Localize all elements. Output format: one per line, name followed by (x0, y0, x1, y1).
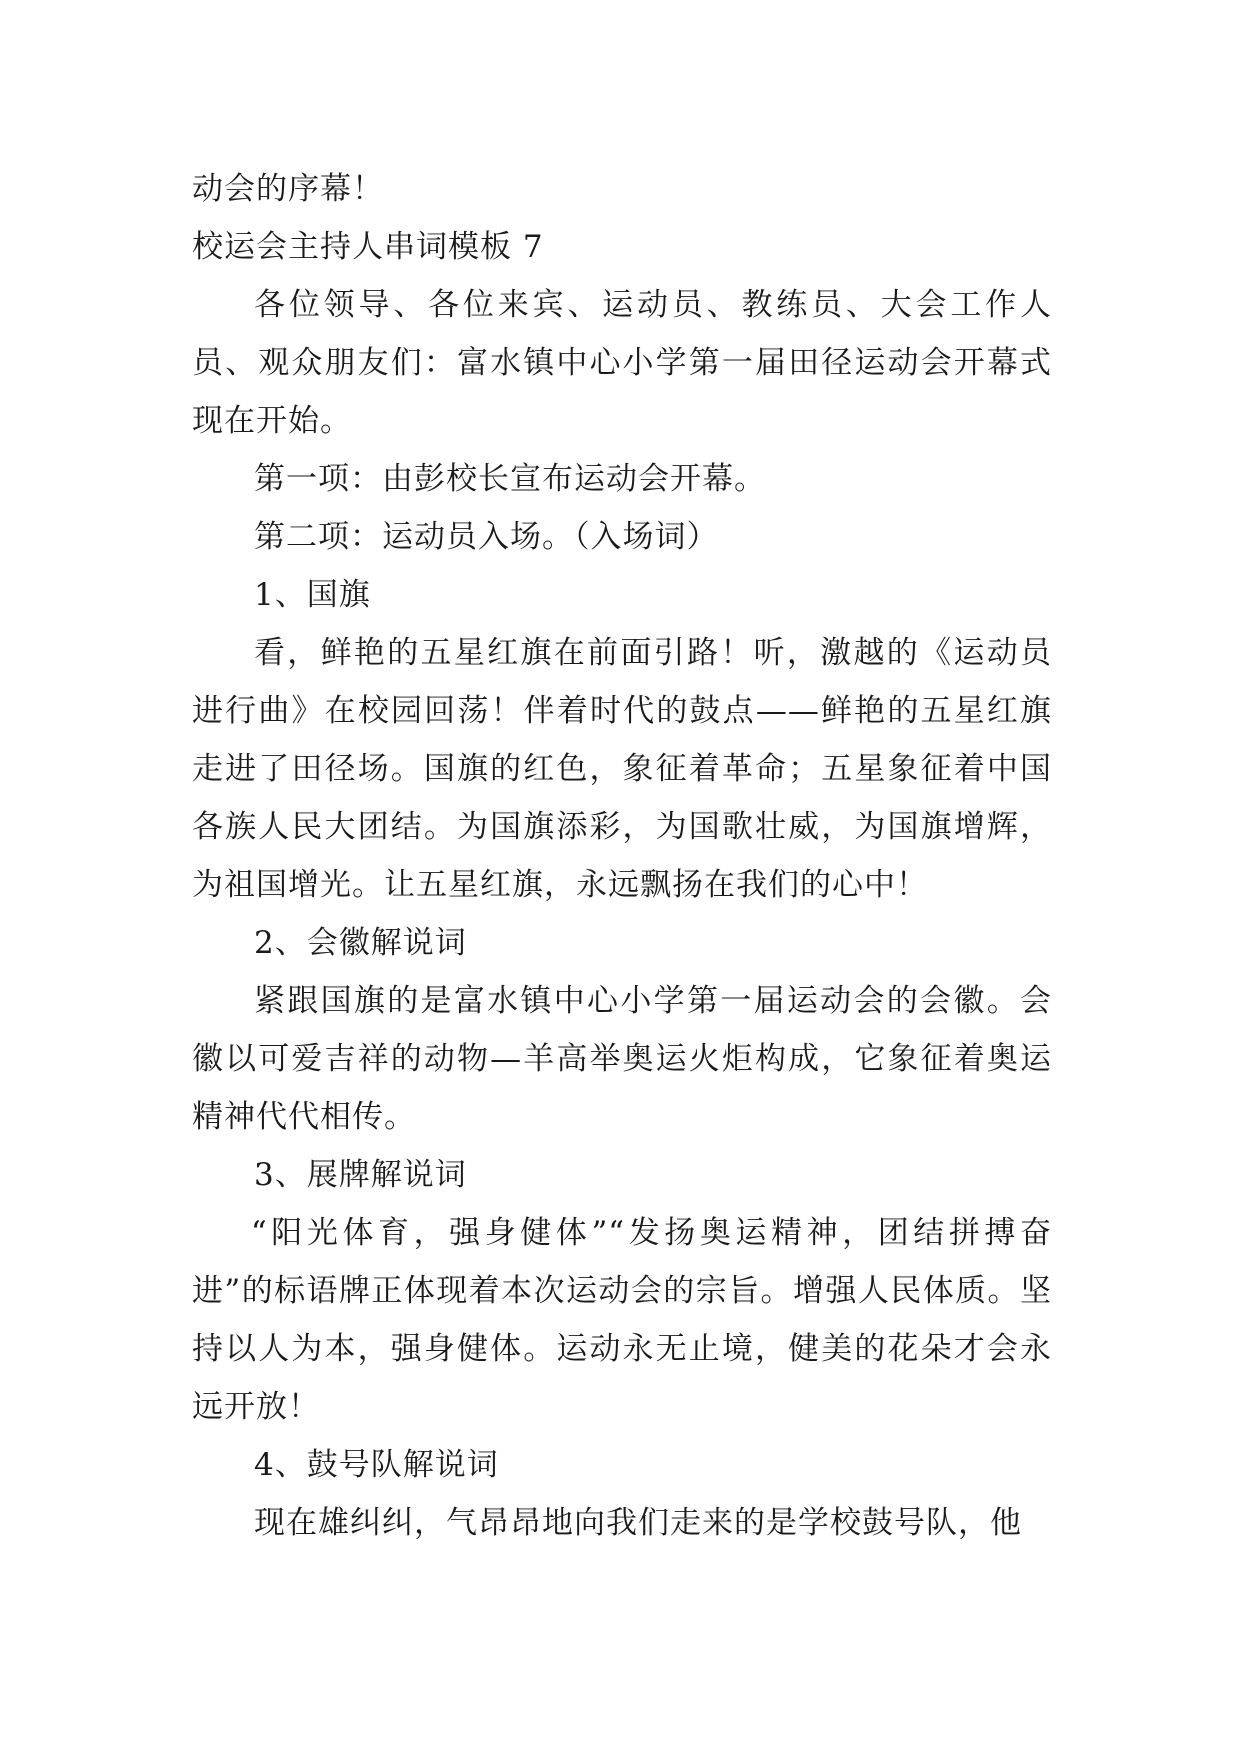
document-body (192, 160, 1052, 1552)
paragraph-opening-fragment: 动会的序幕！ (192, 171, 384, 207)
paragraph-national-flag: 看，鲜艳的五星红旗在前面引路！听，激越的《运动员进行曲》在校园回荡！伴着时代的鼓点——鲜艳的五星红旗走进了田径场。国旗的红色，象征着革命；五星象征着中国各族人民大团结。为国旗添彩，为国歌壮威，为国旗增辉，为祖国增光。让五星红旗，永远飘扬在我们的心中！ (192, 635, 1052, 903)
paragraph-drum-band: 现在雄纠纠，气昂昂地向我们走来的是学校鼓号队，他 (254, 1505, 1022, 1541)
paragraph-greeting: 各位领导、各位来宾、运动员、教练员、大会工作人员、观众朋友们：富水镇中心小学第一届田径运动会开幕式现在开始。 (192, 287, 1052, 439)
paragraph-display-board: “阳光体育，强身健体”“发扬奥运精神，团结拼搏奋进”的标语牌正体现着本次运动会的宗旨。增强人民体质。坚持以人为本，强身健体。运动永无止境，健美的花朵才会永远开放！ (192, 1215, 1052, 1425)
section-title: 校运会主持人串词模板 7 (192, 229, 544, 265)
paragraph-emblem: 紧跟国旗的是富水镇中心小学第一届运动会的会徽。会徽以可爱吉祥的动物—羊高举奥运火炬构成，它象征着奥运精神代代相传。 (192, 983, 1052, 1135)
subheading-drum-band: 4、鼓号队解说词 (254, 1447, 499, 1483)
paragraph-item-one: 第一项：由彭校长宣布运动会开幕。 (254, 461, 766, 497)
subheading-national-flag: 1、国旗 (254, 577, 371, 613)
subheading-emblem: 2、会徽解说词 (254, 925, 467, 961)
subheading-display-board: 3、展牌解说词 (254, 1157, 467, 1193)
paragraph-item-two: 第二项：运动员入场。（入场词） (254, 519, 719, 555)
